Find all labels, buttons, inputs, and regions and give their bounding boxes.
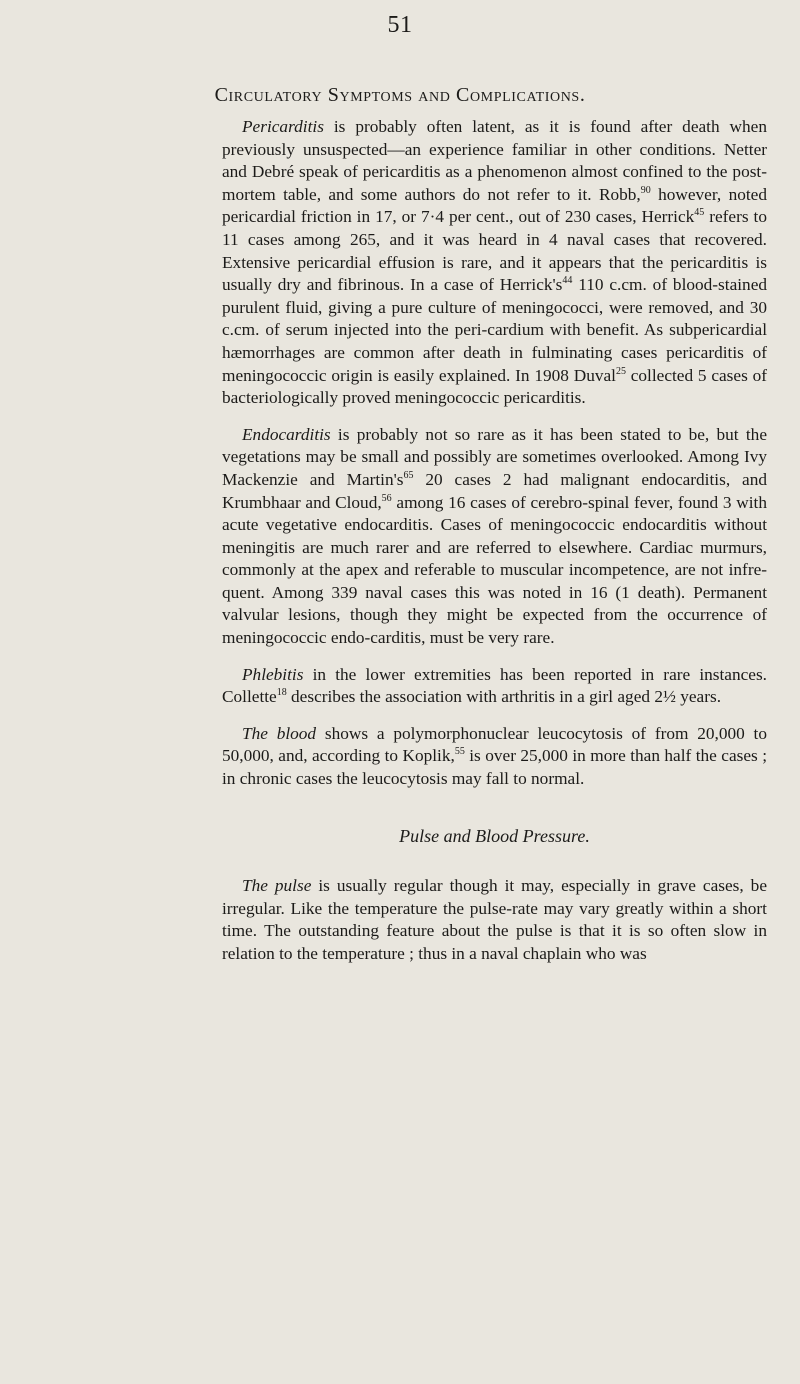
reference-number: 90 (640, 184, 651, 196)
paragraph-endocarditis: Endocarditis is probably not so rare as it has been stated to be, but the vegetations may be small and possibly are sometimes overlooked. Among Ivy Mackenzie and $Martin's^{65}$ 20 cases 2 had malignant endocarditis, and Krumbhaar and Cloud,$^{56}$ among 16 cases of cerebro-spinal fever, found 3 with acute vegetative endocarditis. Cases of meningococcic endocarditis without meningitis are much rarer and are referred to elsewhere. Cardiac murmurs, commonly at the apex and referable to muscular incompetence, are not infre-quent. Among 339 naval cases this was noted in 16 (1 death). Permanent valvular lesions, though they might be expected from the occurrence of meningococcic endo-carditis, must be very rare. (222, 424, 767, 648)
reference-number: 18 (276, 687, 287, 699)
reference-number: 45 (694, 207, 705, 219)
term-phlebitis: Phlebitis (242, 664, 304, 684)
reference-number: 44 (562, 275, 573, 287)
reference-number: 56 (381, 492, 392, 504)
body-text (222, 116, 767, 966)
reference-number: 65 (403, 469, 414, 481)
paragraph-blood: The blood shows a polymorphonuclear leucocytosis of from 20,000 to 50,000, and, according to Koplik,$^{55}$ is over 25,000 in more than half the cases ; in chronic cases the leucocytosis may fall to normal. (222, 723, 767, 789)
chapter-heading: Circulatory Symptoms and Complications. (214, 84, 586, 106)
term-endocarditis: Endocarditis (242, 424, 331, 444)
term-pulse: The pulse (242, 876, 312, 896)
paragraph-pericarditis: Pericarditis is probably often latent, as it is found after death when previously unsuspected—an experience familiar in other conditions. Netter and Debré speak of pericarditis as a phenomenon almost confined to the post-mortem table, and some authors do not refer to it. Robb,$^{90}$ however, noted pericardial friction in 17, or 7·4 per cent., out of 230 cases, Herrick$^{45}$ refers to 11 cases among 265, and it was heard in 4 naval cases that recovered. Extensive pericardial effusion is rare, and it appears that the pericarditis is usually dry and fibrinous. In a case of $Herrick's^{44}$ 110 c.cm. of blood-stained purulent fluid, giving a pure culture of meningococci, were removed, and 30 c.cm. of serum injected into the peri-cardium with benefit. As subpericardial hæmorrhages are common after death in fulminating cases pericarditis of meningococcic origin is easily explained. In 1908 Duval$^{25}$ collected 5 cases of bacteriologically proved meningococcic pericarditis. (222, 117, 768, 408)
reference-number: 25 (615, 365, 626, 377)
reference-number: 55 (454, 746, 465, 758)
term-blood: The blood (242, 723, 317, 743)
page-number: 51 (387, 12, 413, 38)
paragraph-phlebitis: Phlebitis in the lower extremities has been reported in rare instances. Collette$^{18}$ describes the association with arthritis in a girl aged 2½ years. (222, 664, 767, 707)
term-pericarditis: Pericarditis (242, 117, 324, 136)
paragraph-pulse: The pulse is usually regular though it may, especially in grave cases, be irregular. Like the temperature the pulse-rate may vary greatly within a short time. The outstanding feature about the pulse is that it is so often slow in relation to the temperature ; thus in a naval chaplain who was (222, 876, 767, 963)
section-subheading: Pulse and Blood Pressure. (399, 825, 590, 846)
